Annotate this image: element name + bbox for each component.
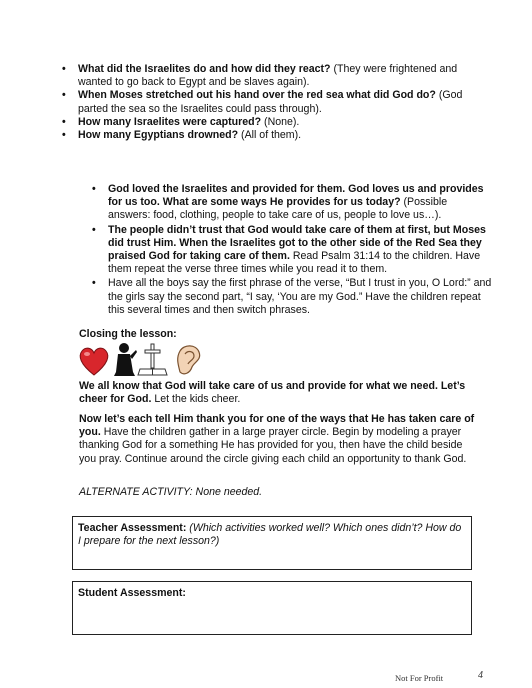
prayer-paragraph-bold: Now let’s each tell Him thank you for one of the ways that He has taken care of you. (79, 413, 475, 439)
question-text: What did the Israelites do and how did they react? (78, 63, 331, 75)
question-item (62, 89, 472, 115)
teaching-point-text: Read Psalm 31:14 to the children. Have them repeat the verse three times while you read it to them. (108, 250, 481, 276)
question-answer: (They were frightened and wanted to go back to Egypt and be slaves again). (78, 63, 458, 89)
teaching-point-text: Have all the boys say the first phrase of the verse, “But I trust in you, O Lord:” and the girls say the second part, “I say, ‘You are my God.” Have the children repeat this several times and then switch phrases. (108, 277, 492, 316)
prayer-paragraph (79, 413, 479, 466)
closing-icons (78, 342, 206, 378)
closing-heading: Closing the lesson: (79, 328, 177, 340)
teacher-assessment-box[interactable] (72, 516, 472, 570)
question-text: How many Israelites were captured? (78, 115, 262, 128)
question-answer: (All of them). (238, 129, 302, 142)
teacher-assessment-label: Teacher Assessment: (78, 522, 187, 534)
teaching-point (92, 277, 492, 317)
closing-paragraph-text: Let the kids cheer. (151, 393, 241, 406)
teaching-point-bold: The people didn’t trust that God would take care of them at first, but Moses did trust Him. When the Israelites got to the other side of the Red Sea they praised God for taking care of them. (108, 223, 486, 263)
teaching-point-bold: God loved the Israelites and provided for them. God loves us and provides for us too. What are some ways He provides for us today? (108, 183, 484, 209)
closing-paragraph-bold: We all know that God will take care of us and provide for what we need. Let’s cheer for God. (79, 380, 466, 406)
ear-icon (178, 346, 200, 374)
praying-child-icon (114, 343, 137, 376)
prayer-paragraph-text: Have the children gather in a large prayer circle. Begin by modeling a prayer thanking God for a something He has provided for you, then have the child beside you pray. Continue around the circle giving each child an opportunity to thank God. (79, 426, 467, 465)
page-number: 4 (478, 670, 483, 681)
question-item (62, 116, 472, 129)
footer-text: Not For Profit (395, 673, 444, 683)
heart-icon (80, 348, 108, 375)
student-assessment-label: Student Assessment: (78, 587, 186, 599)
student-assessment-box[interactable] (72, 581, 472, 635)
alternate-activity: ALTERNATE ACTIVITY: None needed. (79, 486, 263, 498)
teacher-assessment-prompt: (Which activities worked well? Which ones didn’t? How do I prepare for the next lesson?) (78, 522, 462, 548)
teaching-points-list (92, 183, 492, 318)
closing-paragraph (79, 380, 479, 406)
question-item (62, 129, 472, 142)
question-text: When Moses stretched out his hand over the red sea what did God do? (78, 89, 436, 102)
teaching-point (92, 224, 492, 277)
question-item (62, 63, 472, 89)
teaching-point-text: (Possible answers: food, clothing, people to take care of us, people to love us…). (108, 196, 448, 222)
cross-and-bible-icon (138, 344, 167, 375)
question-answer: (None). (261, 115, 300, 128)
teaching-point (92, 183, 492, 223)
question-answer: (God parted the sea so the Israelites could pass through). (78, 89, 463, 115)
question-list (62, 63, 472, 142)
question-text: How many Egyptians drowned? (78, 129, 239, 142)
